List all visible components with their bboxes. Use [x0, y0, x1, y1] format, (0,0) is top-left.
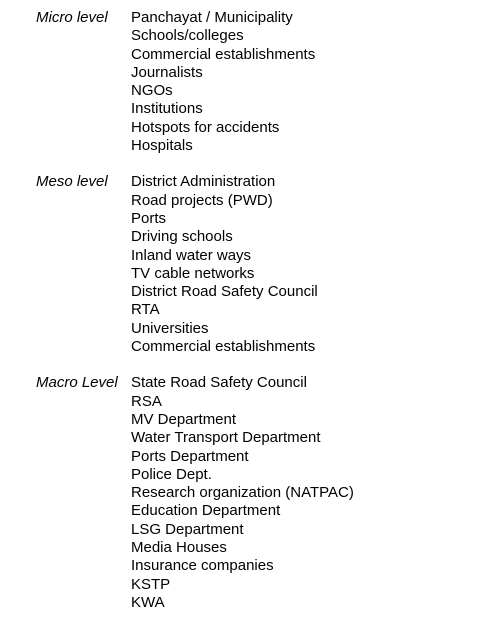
list-item: Commercial establishments [131, 45, 316, 63]
list-item: Road projects (PWD) [131, 191, 273, 209]
list-item: Inland water ways [131, 246, 252, 264]
level-label: Micro level [36, 9, 108, 26]
stakeholder-document [0, 9, 482, 630]
micro-level-list [131, 9, 315, 155]
list-item: Media Houses [131, 539, 227, 557]
micro-level-section [0, 9, 482, 155]
level-label: Meso level [36, 173, 108, 191]
list-item: Institutions [131, 100, 203, 118]
list-item: District Road Safety Council [131, 283, 318, 301]
list-item: Driving schools [131, 228, 233, 246]
list-item: RSA [131, 392, 162, 410]
list-item: Journalists [131, 63, 203, 81]
list-item: Education Department [131, 502, 281, 520]
list-item: KWA [131, 593, 165, 611]
list-item: Police Dept. [131, 465, 212, 483]
meso-level-section [0, 173, 482, 356]
list-item: Panchayat / Municipality [131, 9, 293, 26]
list-item: Universities [131, 319, 209, 337]
level-label: Macro Level [36, 374, 118, 392]
list-item: LSG Department [131, 520, 244, 538]
list-item: Research organization (NATPAC) [131, 484, 354, 502]
list-item: Ports Department [131, 447, 249, 465]
list-item: Ports [131, 209, 167, 227]
list-item: Water Transport Department [131, 429, 321, 447]
list-item: MV Department [131, 410, 237, 428]
macro-level-list [131, 374, 354, 612]
list-item: State Road Safety Council [131, 374, 307, 392]
list-item: RTA [131, 301, 160, 319]
list-item: Commercial establishments [131, 338, 316, 356]
list-item: District Administration [131, 173, 276, 191]
list-item: TV cable networks [131, 264, 255, 282]
list-item: Insurance companies [131, 557, 274, 575]
list-item: Schools/colleges [131, 27, 244, 45]
list-item: Hospitals [131, 137, 193, 155]
list-item: NGOs [131, 82, 173, 100]
list-item: KSTP [131, 575, 171, 593]
macro-level-section [0, 374, 482, 612]
list-item: Hotspots for accidents [131, 118, 280, 136]
meso-level-list [131, 173, 318, 356]
